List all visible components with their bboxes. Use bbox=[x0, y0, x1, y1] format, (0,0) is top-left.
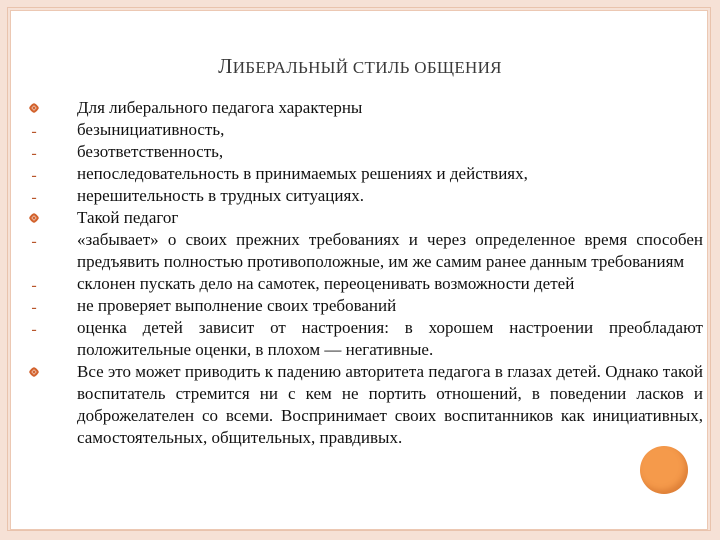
list-item-text: Для либерального педагога характерны bbox=[77, 98, 363, 117]
list-item bbox=[23, 361, 703, 449]
title-first-letter: Л bbox=[218, 54, 233, 78]
dash-bullet: - bbox=[31, 299, 37, 316]
flower-bullet-icon bbox=[23, 210, 45, 226]
list-item bbox=[23, 273, 703, 295]
list-item bbox=[23, 207, 703, 229]
list-item-text: безответственность, bbox=[77, 142, 224, 161]
list-item bbox=[23, 295, 703, 317]
list-item-text: склонен пускать дело на самотек, переоценивать возможности детей bbox=[77, 274, 575, 293]
dash-bullet: - bbox=[31, 321, 37, 338]
list-item-text: безынициативность, bbox=[77, 120, 225, 139]
list-item-text: Такой педагог bbox=[77, 208, 179, 227]
dash-bullet: - bbox=[31, 233, 37, 250]
bullet-list bbox=[23, 97, 703, 449]
dash-bullet: - bbox=[31, 189, 37, 206]
list-item-text: оценка детей зависит от настроения: в хорошем настроении преобладают положительные оценки, в плохом — негативные. bbox=[77, 318, 703, 359]
flower-bullet-icon bbox=[23, 364, 45, 380]
list-item bbox=[23, 185, 703, 207]
list-item-text: непоследовательность в принимаемых решениях и действиях, bbox=[77, 164, 528, 183]
list-item bbox=[23, 163, 703, 185]
slide bbox=[10, 10, 708, 530]
title-rest: ИБЕРАЛЬНЫЙ СТИЛЬ ОБЩЕНИЯ bbox=[232, 58, 502, 77]
dash-bullet: - bbox=[31, 145, 37, 162]
list-item bbox=[23, 317, 703, 361]
list-item-text: нерешительность в трудных ситуациях. bbox=[77, 186, 365, 205]
dash-bullet: - bbox=[31, 123, 37, 140]
list-item-text: Все это может приводить к падению авторитета педагога в глазах детей. Однако такой воспитатель стремится ни с кем не портить отношений, в поведении ласков и доброжелателен со всеми. Воспринимает своих воспитанников как инициативных, самостоятельных, общительных, правдивых. bbox=[77, 362, 703, 447]
list-item bbox=[23, 141, 703, 163]
list-item-text: «забывает» о своих прежних требованиях и через определенное время способен предъявить полностью противоположные, им же самим ранее данным требованиям bbox=[77, 230, 703, 271]
list-item bbox=[23, 97, 703, 119]
dash-bullet: - bbox=[31, 167, 37, 184]
decorative-circle bbox=[640, 446, 688, 494]
dash-bullet: - bbox=[31, 277, 37, 294]
list-item-text: не проверяет выполнение своих требований bbox=[77, 296, 397, 315]
slide-title bbox=[11, 54, 709, 79]
flower-bullet-icon bbox=[23, 100, 45, 116]
list-item bbox=[23, 229, 703, 273]
list-item bbox=[23, 119, 703, 141]
